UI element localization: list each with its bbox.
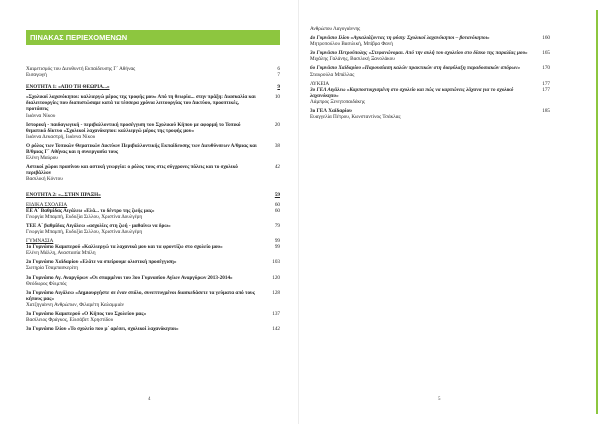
toc-entry-page: [266, 265, 280, 271]
toc-entry: [26, 326, 280, 332]
toc-entry: [26, 214, 280, 220]
toc-entry-page: 177: [542, 86, 550, 93]
toc-entry-title: Ελένη Μάλλη, Αναστασία Μπίλη: [26, 250, 96, 257]
toc-entry-title: 3ο ΓΕΛ Χαϊδαρίου: [310, 108, 352, 115]
toc-entry-page: 60: [274, 207, 280, 214]
toc-entry-title: 3ο ΓΕΛ Αιγάλεω «Καρποστοιχισμένη στο σχολείο και πώς να καρπώνεις λάχανα για το σχολικό λαχανόκηπο»: [310, 86, 514, 99]
toc-entry: [26, 192, 280, 198]
toc-entry-page: 99: [274, 244, 280, 251]
toc-entry-title: Ευαγγελία Πέτρου, Κωνσταντίνος Τσάκλας: [310, 114, 401, 121]
toc-entry-page: [536, 114, 550, 120]
toc-entry: [26, 265, 280, 271]
toc-entry-page: 6: [277, 66, 280, 72]
toc-entry-title: Σωτηρία Τσαμπασκερίτη: [26, 265, 78, 272]
toc-entry-title: ΤΕΕ Α΄ βαθμίδας Αιγάλεω «ασχολίες στη ζωή - μαθαίνω να δρω»: [26, 222, 171, 229]
toc-entry-title: 6ο Γυμνάσιο Χαϊδαρίου «Παρουσίαση καλών πρακτικών στη διαφύλαξη παραδοσιακών σπόρων»: [310, 65, 521, 72]
toc-entry-page: [266, 250, 280, 256]
toc-entry-title: Μιχάλης Γαλάνης, Βασιλική Ξανολάκου: [310, 56, 395, 63]
toc-entry-title: Ιωάννα Δεκαστρή, Ιωάννα Νίκου: [26, 133, 96, 140]
toc-entry-title: 3ο Γυμνάσιο Αιγάλεω «Δημιουργήστε σε έναν σπόλο, συνεπτυγμένοι διασκεδάσετε τα γεύματα από τους κήπους μας»: [26, 289, 255, 302]
toc-entry-page: [266, 229, 280, 235]
toc-entry-title: Ανθρώπου Λαγογιάννης: [310, 26, 361, 32]
toc-entry-page: [266, 317, 280, 323]
page-number: 4: [148, 397, 151, 402]
toc-entry-page: 7: [277, 72, 280, 79]
toc-entry-page: [536, 72, 550, 78]
toc-entry-title: Ιωάννα Νίκου: [26, 112, 56, 119]
toc-entry-title: Γεωργία Μπαμπή, Ευδοξία Σιλλου, Χριστίνα Δουλγέρη: [26, 213, 143, 220]
toc-entry-page: [266, 113, 280, 119]
toc-entry-title: ΕΝΟΤΗΤΑ 2: «...ΣΤΗΝ ΠΡΑΞΗ»: [26, 191, 101, 198]
toc-entry: [26, 122, 280, 134]
toc-entry: [26, 250, 280, 256]
toc-entry-page: 9: [277, 84, 280, 91]
toc-entry-page: 160: [542, 35, 550, 42]
toc-entry-title: 4ο Γυμνάσιο Ιλίου «Αγκαλιάζοντας τη φύση: Σχολικοί λαχανόκηποι – βοτανόκηποι»: [310, 35, 490, 42]
toc-entry-title: 1ο Γυμνάσιο Καματερού «Καλλιεργώ τα λαχανικά μου και τα φροντίζω στο σχολείο μου»: [26, 244, 223, 251]
toc-entry-title: Εισαγωγή: [26, 72, 47, 79]
left-toc-list: [26, 66, 280, 332]
toc-entry-title: Ελένη Μαύρου: [26, 155, 58, 162]
toc-entry-page: 79: [274, 222, 280, 229]
toc-entry: [26, 317, 280, 323]
toc-entry-page: 128: [272, 289, 280, 296]
toc-entry-page: 99: [274, 238, 280, 245]
toc-entry: [26, 84, 280, 90]
toc-entry-title: 3ο Γυμνάσιο Καματερού «Ο Κήπος του Σχολείου μας»: [26, 311, 147, 317]
toc-entry: [310, 99, 550, 105]
toc-entry-title: Ιστορική - παιδαγωγική - περιβαλλοντική προσέγγιση του Σχολικού Κήπου με αφορμή το Τοπικό θεματικό δίκτυο «Σχολικοί λαχανόκηποι: καλλιεργώ μέρος της τροφής μου»: [26, 121, 241, 134]
toc-entry-page: 185: [542, 108, 550, 115]
toc-entry-page: 165: [542, 50, 550, 57]
toc-entry: [26, 164, 280, 176]
toc-entry: [26, 229, 280, 235]
toc-entry-page: 120: [272, 274, 280, 281]
toc-entry-title: Βασιλική Κόντου: [26, 176, 63, 183]
toc-entry-page: [536, 41, 550, 47]
toc-entry-title: «Σχολικοί λαχανόκηποι: καλλιεργώ μέρος της τροφής μου» Από τη θεωρία... στην πράξη: Διασκαλία και διαλειτουργίες που διαπιστώσαμε κατά τα τέσσερα χρόνια λειτουργίας του Δικτύου, προοπτικές, προτάσεις: [26, 94, 256, 113]
toc-entry-page: [536, 56, 550, 62]
toc-entry-page: 103: [272, 259, 280, 266]
toc-entry-title: 3ο Γυμνάσιο Πετρούπολης «Στεφανώνομαι. Από την αυλή του σχολείου στο δίσκο της παραλίας μου»: [310, 50, 528, 57]
page-number: 5: [438, 397, 441, 402]
toc-entry-page: [266, 155, 280, 161]
toc-entry-page: 42: [274, 164, 280, 171]
toc-entry: [26, 134, 280, 140]
toc-entry: [26, 113, 280, 119]
toc-entry-page: [536, 26, 550, 32]
toc-entry: [26, 302, 280, 308]
toc-entry-page: 142: [272, 326, 280, 333]
toc-entry-page: [266, 134, 280, 140]
toc-entry: [310, 114, 550, 120]
toc-entry-title: 3ο Γυμνάσιο Ιλίου «Το σχολείο που μ΄ αρέσει, σχολικοί λαχανόκηποι»: [26, 326, 179, 333]
toc-header: ΠΙΝΑΚΑΣ ΠΕΡΙΕΧΟΜΕΝΩΝ: [26, 30, 280, 45]
toc-entry-title: Σταυρούλα Μπάλλας: [310, 71, 355, 78]
toc-entry-page: 137: [272, 311, 280, 317]
right-toc-list: [310, 26, 550, 120]
toc-entry-title: ΛΥΚΕΙΑ: [310, 80, 330, 87]
toc-entry-page: [266, 302, 280, 308]
right-page: [306, 4, 594, 416]
toc-entry-title: 3ο Γυμνάσιο Αγ. Αναργύρων «Οι σπαρμένοι του 3ου Γυμνασίου Αγίων Αναργύρων 2013-2014»: [26, 274, 233, 281]
toc-entry-page: [266, 281, 280, 287]
toc-entry: [26, 143, 280, 155]
toc-entry-title: Χαιρετισμός του Διευθυντή Εκπαίδευσης Γ΄ Αθήνας: [26, 66, 136, 72]
toc-entry: [310, 72, 550, 78]
toc-entry-title: Θεόδωρος Φλιμπός: [26, 280, 67, 287]
toc-entry: [26, 176, 280, 182]
toc-entry: [26, 155, 280, 161]
toc-entry: [310, 56, 550, 62]
toc-entry: [26, 72, 280, 78]
toc-entry-page: 59: [274, 191, 280, 198]
toc-entry-page: 60: [274, 201, 280, 208]
toc-entry: [310, 87, 550, 99]
toc-entry: [310, 26, 550, 32]
toc-entry-page: 170: [542, 65, 550, 72]
toc-entry-title: Βασίλειος Φράγκος, Ελισάβετ Χρηστίδου: [26, 317, 114, 324]
toc-entry-page: [266, 214, 280, 220]
toc-entry-page: 38: [274, 142, 280, 149]
toc-entry: [26, 281, 280, 287]
toc-entry-page: 177: [542, 80, 550, 87]
toc-entry-title: ΕΝΟΤΗΤΑ 1: «ΑΠΟ ΤΗ ΘΕΩΡΙΑ...»: [26, 84, 110, 91]
toc-entry-title: Ο ρόλος των Τοπικών Θεματικών Δικτύων Περιβαλλοντικής Εκπαίδευσης των Διευθύνσεων Α/θμιας και Β/θμιας Γ΄ Αθήνας και η συνεργασία τους: [26, 142, 257, 156]
toc-entry-title: ΕΕ Α΄ Βαθμίδας Αιγάλεω «Ελά... το δέντρο της ζωής μας»: [26, 207, 155, 214]
toc-entry-title: 2ο Γυμνάσιο Χαϊδαρίου «Ελάτε να σπείρουμε ολιστική προσέγγιση»: [26, 259, 177, 266]
toc-entry: [310, 41, 550, 47]
right-accent-border: [596, 10, 598, 414]
toc-entry-page: 20: [274, 121, 280, 128]
toc-entry: [26, 290, 280, 302]
page-gutter: [298, 0, 299, 424]
toc-entry-page: [266, 176, 280, 182]
toc-entry-title: Μητροπούλου Βασιλική, Μπίβρα Φανή: [310, 41, 393, 48]
toc-entry-page: 10: [274, 94, 280, 101]
toc-entry-title: Γεωργία Μπαμπή, Ευδοξία Σιλλου, Χριστίνα Δουλγέρη: [26, 228, 143, 235]
toc-entry-title: ΕΙΔΙΚΑ ΣΧΟΛΕΙΑ: [26, 201, 68, 208]
toc-entry-title: Χατζηγιάννη Ανθρώπων, Φιλαρέτη Καλαμμιάν: [26, 301, 125, 308]
toc-entry-title: Λάμπρος Ξενητοπαιδάκης: [310, 98, 365, 105]
left-page: [4, 4, 292, 416]
toc-entry-title: Αστικοί χώροι πρασίνου και αστική γεωργία: ο ρόλος τους στις σύγχρονες πόλεις και το σχολικό περιβάλλον: [26, 164, 238, 177]
toc-entry-title: ΓΥΜΝΑΣΙΑ: [26, 238, 54, 245]
toc-entry-page: [536, 99, 550, 105]
toc-entry: [26, 94, 280, 112]
